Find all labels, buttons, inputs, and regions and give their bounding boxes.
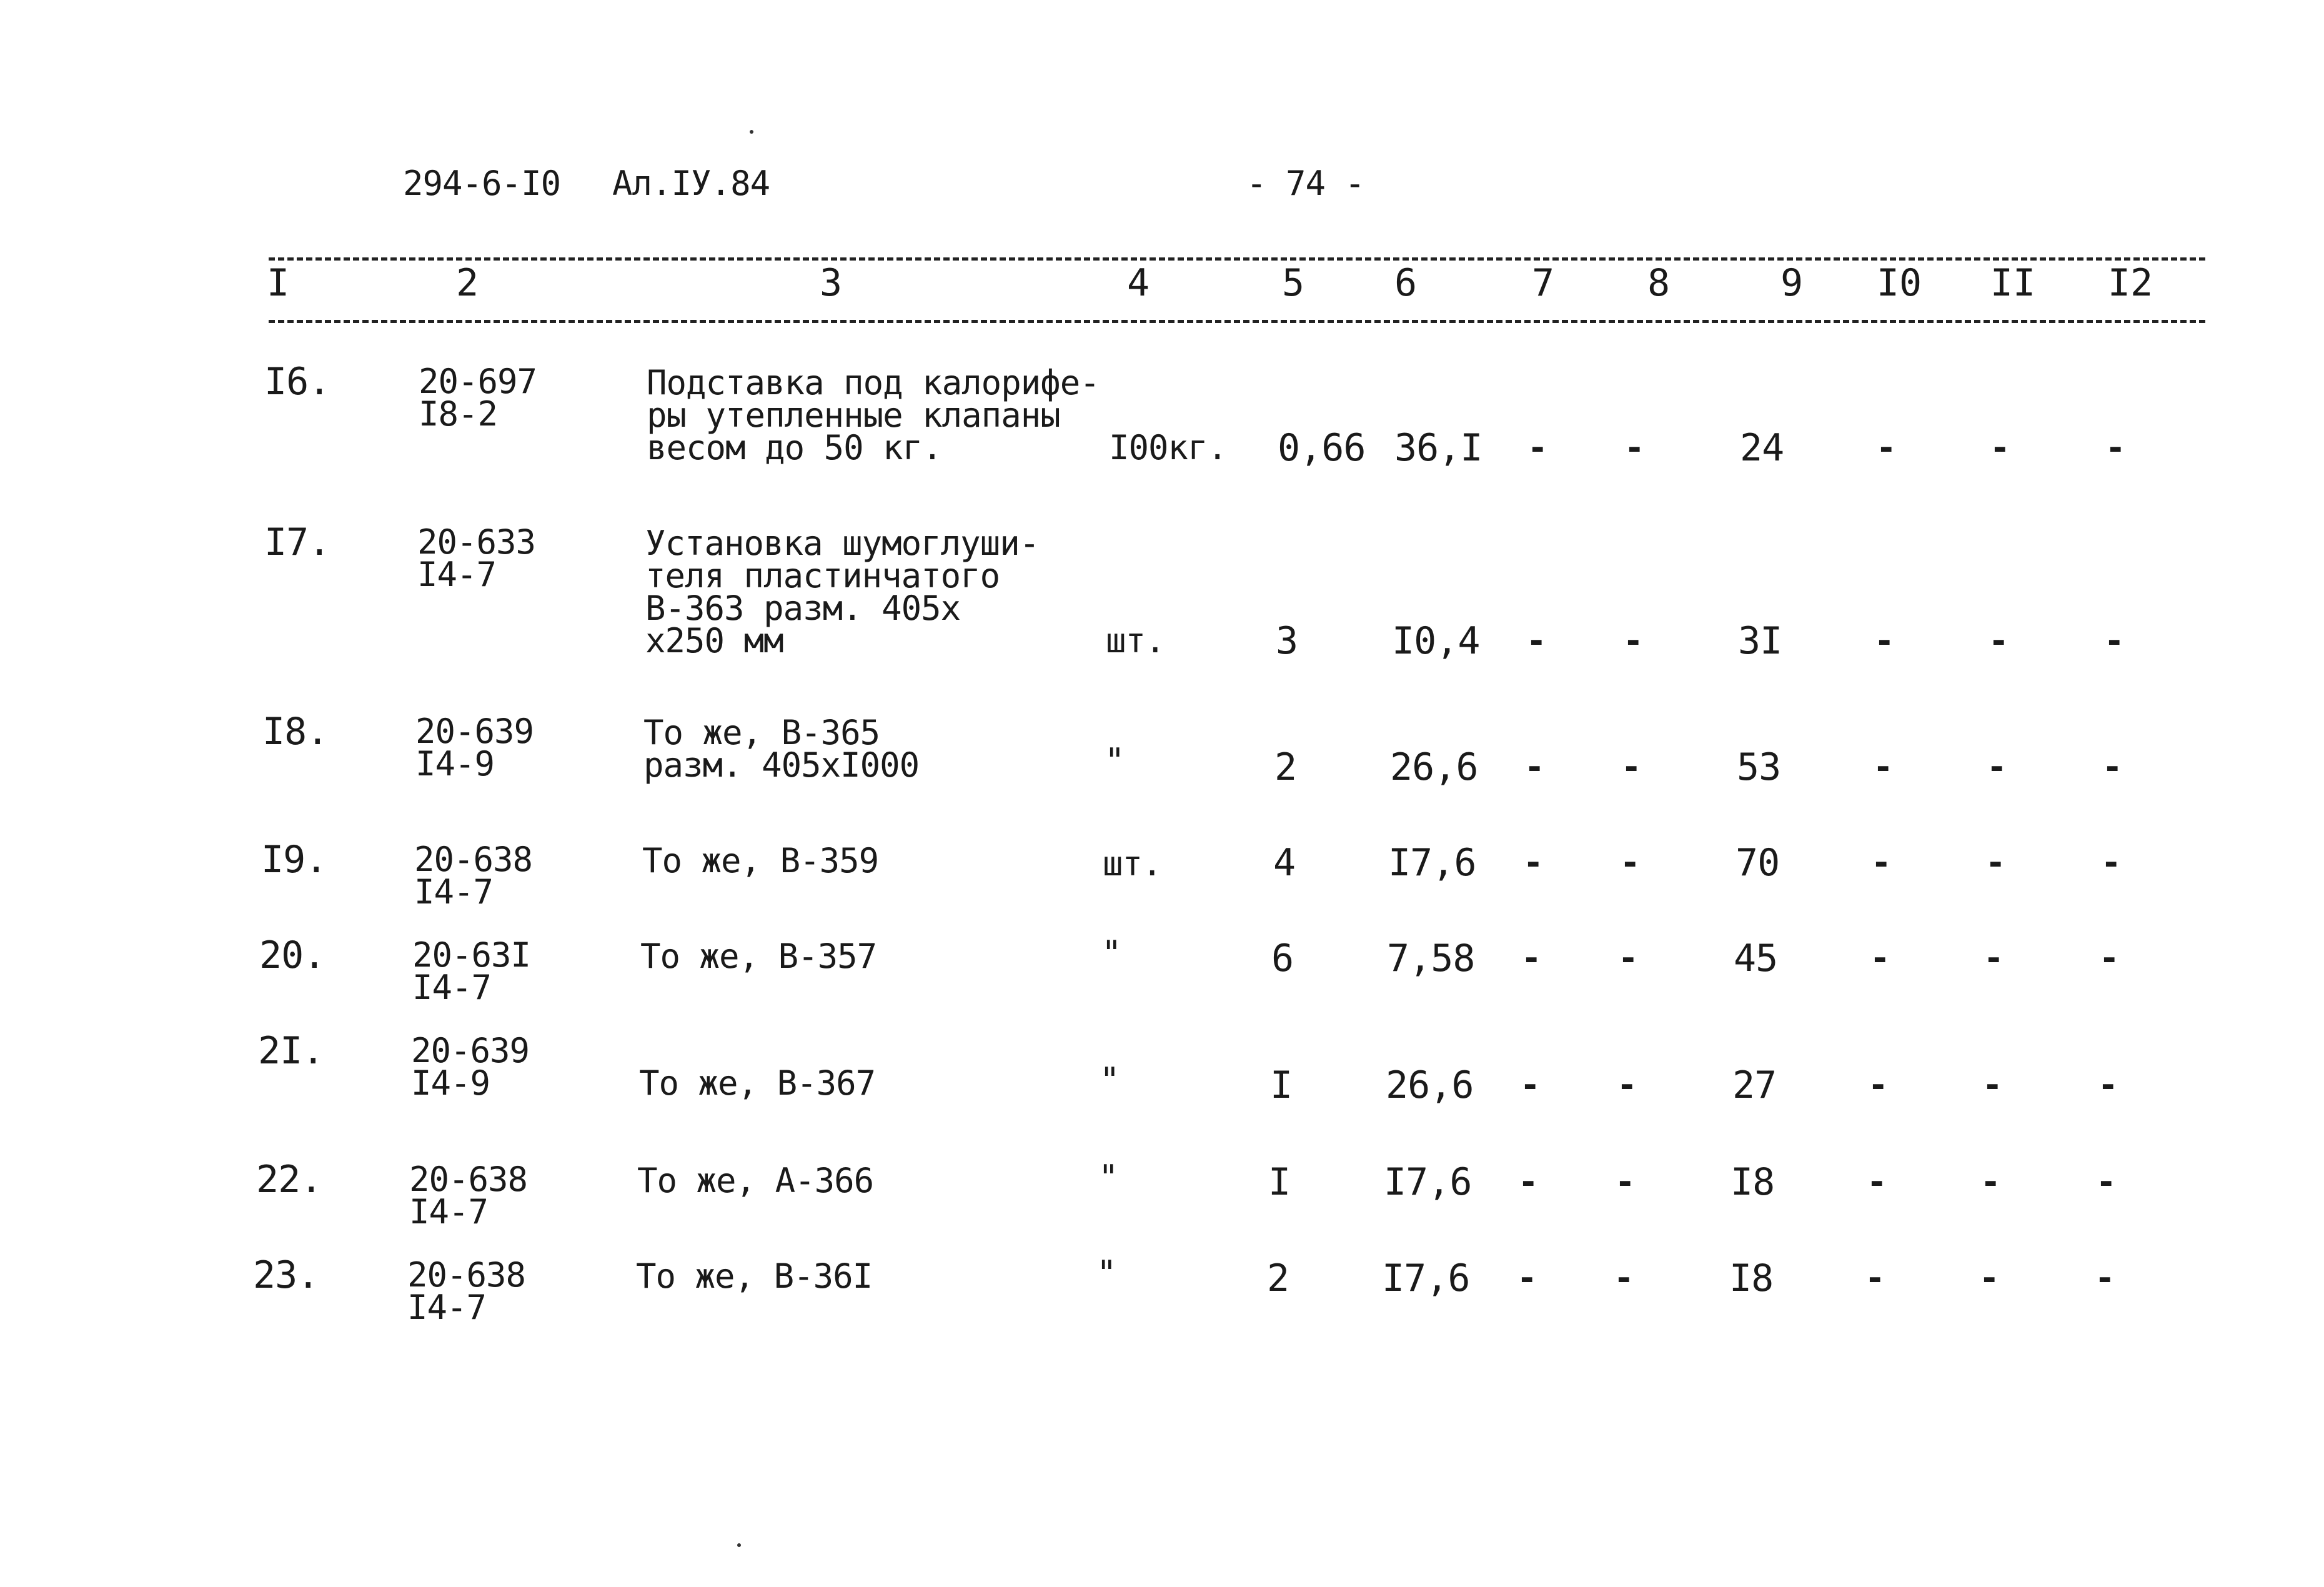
column-header: 9 (1780, 261, 1804, 305)
column-header: 5 (1281, 261, 1305, 305)
item-name: теля пластинчатого (645, 556, 1000, 595)
col8-value: - (1623, 621, 1643, 660)
col7-value: - (1518, 1162, 1538, 1201)
col11-value: - (1987, 747, 2007, 787)
item-name: В-363 разм. 405х (645, 589, 961, 628)
scan-speck (750, 130, 753, 134)
item-name: То же, А-366 (637, 1161, 874, 1200)
item-name: То же, В-367 (639, 1063, 876, 1103)
col11-value: - (1985, 843, 2005, 882)
col11-value: - (1979, 1258, 1999, 1298)
col6-value: 26,6 (1386, 1063, 1474, 1107)
col10-value: - (1868, 1065, 1888, 1105)
col12-value: - (2105, 428, 2125, 467)
col11-value: - (1984, 938, 2004, 978)
item-name: разм. 405хI000 (643, 745, 920, 785)
col6-value: I7,6 (1382, 1256, 1470, 1300)
col6-value: I7,6 (1388, 841, 1476, 885)
row-number: 23. (253, 1253, 319, 1297)
col6-value: I0,4 (1392, 619, 1480, 663)
quantity: I (1270, 1063, 1293, 1107)
item-name: весом до 50 кг. (647, 428, 942, 467)
item-name: Подставка под калорифе- (647, 363, 1100, 402)
col12-value: - (2095, 1258, 2115, 1298)
col12-value: - (2096, 1162, 2116, 1201)
document-code: 294-6-I0 (403, 164, 561, 203)
norm-code: 20-638 (409, 1160, 528, 1199)
col12-value: - (2102, 747, 2122, 787)
quantity: 2 (1267, 1256, 1289, 1300)
col8-value: - (1617, 1065, 1637, 1105)
norm-code: I8-2 (419, 394, 498, 434)
col10-value: - (1874, 621, 1894, 660)
unit: " (1101, 933, 1121, 973)
col7-value: - (1520, 1065, 1540, 1105)
norm-code: I4-9 (411, 1063, 490, 1103)
col7-value: - (1526, 621, 1546, 660)
col6-value: 36,I (1394, 426, 1482, 470)
item-name: ры утепленные клапаны (647, 396, 1060, 435)
table-top-rule (269, 257, 2205, 261)
quantity: 4 (1273, 841, 1296, 885)
norm-code: I4-7 (412, 968, 492, 1007)
col6-value: 26,6 (1390, 745, 1478, 789)
col9-value: 3I (1738, 619, 1782, 663)
norm-code: 20-639 (411, 1031, 530, 1070)
page-number: - 74 - (1246, 164, 1365, 203)
column-header: I (266, 261, 290, 305)
row-number: 2I. (258, 1029, 324, 1073)
norm-code: 20-639 (415, 712, 534, 751)
unit: шт. (1103, 844, 1162, 883)
col6-value: I7,6 (1384, 1160, 1472, 1204)
col7-value: - (1523, 843, 1543, 882)
quantity: I (1268, 1160, 1291, 1204)
col9-value: 24 (1740, 426, 1784, 470)
unit: I00кг. (1109, 428, 1228, 467)
col8-value: - (1615, 1162, 1635, 1201)
unit: шт. (1106, 621, 1165, 660)
col12-value: - (2098, 1065, 2118, 1105)
col7-value: - (1521, 938, 1541, 978)
col8-value: - (1614, 1258, 1634, 1298)
column-header: 7 (1531, 261, 1555, 305)
unit: " (1098, 1158, 1118, 1197)
item-name: То же, В-36I (636, 1256, 873, 1296)
column-header: 6 (1394, 261, 1418, 305)
col9-value: 53 (1737, 745, 1781, 789)
quantity: 0,66 (1278, 426, 1366, 470)
col11-value: - (1989, 621, 2009, 660)
col10-value: - (1871, 843, 1891, 882)
item-name: То же, В-365 (643, 713, 880, 752)
col9-value: I8 (1729, 1256, 1774, 1300)
table-header-rule (269, 320, 2205, 323)
col12-value: - (2101, 843, 2121, 882)
col8-value: - (1624, 428, 1644, 467)
column-header: 8 (1647, 261, 1671, 305)
col10-value: - (1867, 1162, 1887, 1201)
norm-code: I4-7 (407, 1288, 487, 1327)
quantity: 2 (1274, 745, 1297, 789)
row-number: 22. (256, 1158, 322, 1201)
col9-value: I8 (1731, 1160, 1775, 1204)
quantity: 3 (1276, 619, 1298, 663)
col10-value: - (1870, 938, 1890, 978)
norm-code: 20-697 (419, 362, 537, 401)
column-header: II (1990, 261, 2036, 305)
col12-value: - (2104, 621, 2124, 660)
col10-value: - (1865, 1258, 1885, 1298)
unit: " (1096, 1253, 1116, 1293)
col9-value: 70 (1736, 841, 1780, 885)
album-reference: Ал.IУ.84 (612, 164, 770, 203)
column-header: 2 (455, 261, 479, 305)
column-header: I0 (1876, 261, 1922, 305)
row-number: I6. (264, 360, 330, 404)
quantity: 6 (1271, 937, 1294, 980)
item-name: х250 мм (645, 621, 783, 660)
column-header: 3 (819, 261, 843, 305)
col6-value: 7,58 (1387, 937, 1475, 980)
item-name: Установка шумоглуши- (645, 524, 1040, 563)
row-number: 20. (259, 933, 325, 977)
col11-value: - (1980, 1162, 2000, 1201)
column-header: 4 (1126, 261, 1150, 305)
item-name: То же, В-359 (642, 841, 879, 880)
col7-value: - (1517, 1258, 1537, 1298)
column-header: I2 (2107, 261, 2153, 305)
col8-value: - (1621, 747, 1641, 787)
row-number: I9. (261, 838, 327, 882)
norm-code: 20-638 (407, 1255, 526, 1295)
scan-speck (737, 1543, 741, 1547)
col9-value: 45 (1734, 937, 1778, 980)
col11-value: - (1990, 428, 2010, 467)
norm-code: I4-7 (409, 1192, 489, 1231)
item-name: То же, В-357 (640, 937, 877, 976)
col10-value: - (1873, 747, 1893, 787)
norm-code: 20-633 (417, 522, 536, 562)
norm-code: I4-7 (417, 555, 497, 594)
norm-code: 20-638 (414, 840, 533, 879)
unit: " (1100, 1060, 1120, 1100)
unit: " (1105, 741, 1125, 780)
norm-code: 20-63I (412, 935, 531, 975)
col8-value: - (1620, 843, 1640, 882)
row-number: I8. (262, 710, 329, 754)
row-number: I7. (264, 520, 330, 564)
col10-value: - (1876, 428, 1896, 467)
col9-value: 27 (1732, 1063, 1777, 1107)
col8-value: - (1618, 938, 1638, 978)
norm-code: I4-9 (415, 744, 495, 784)
col7-value: - (1524, 747, 1544, 787)
col12-value: - (2099, 938, 2119, 978)
norm-code: I4-7 (414, 872, 494, 912)
col11-value: - (1982, 1065, 2002, 1105)
col7-value: - (1527, 428, 1547, 467)
